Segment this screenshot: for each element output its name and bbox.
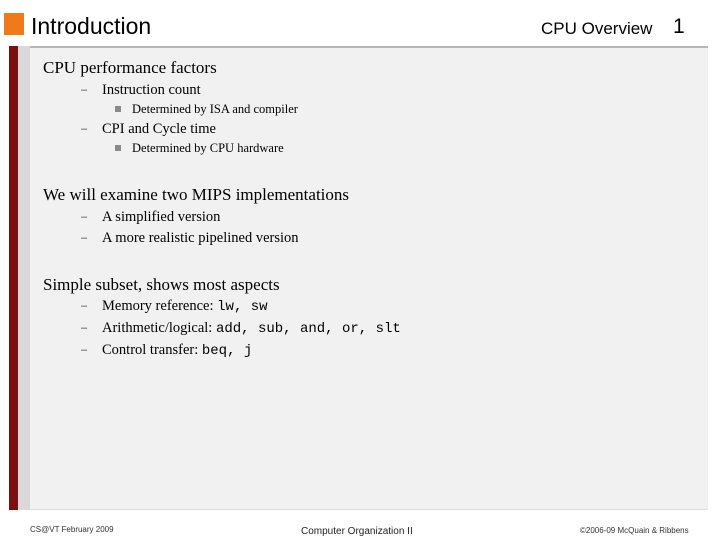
dash-bullet: – bbox=[81, 211, 88, 223]
dash-bullet: – bbox=[81, 344, 88, 356]
list-item bbox=[43, 208, 349, 226]
side-bar-red bbox=[9, 46, 18, 510]
footer-copyright: ©2006-09 McQuain & Ribbens bbox=[580, 526, 689, 535]
section-title: CPU Overview bbox=[541, 19, 653, 38]
section-performance-factors bbox=[43, 58, 298, 156]
dash-bullet: – bbox=[81, 300, 88, 312]
section-heading: CPU performance factors bbox=[43, 58, 217, 77]
dash-bullet: – bbox=[81, 123, 88, 135]
footer-course-date: CS@VT February 2009 bbox=[30, 525, 114, 534]
list-item-text: CPI and Cycle time bbox=[102, 121, 216, 137]
side-bar-gray bbox=[18, 46, 30, 510]
list-item bbox=[43, 341, 401, 360]
sub-list-item-text: Determined by CPU hardware bbox=[132, 141, 284, 155]
list-item-text: Instruction count bbox=[102, 82, 201, 98]
dash-bullet: – bbox=[81, 232, 88, 244]
page-number: 1 bbox=[673, 15, 685, 38]
list-item-text: A simplified version bbox=[102, 209, 221, 225]
dash-bullet: – bbox=[81, 84, 88, 96]
square-bullet bbox=[115, 106, 121, 112]
list-item bbox=[43, 81, 298, 99]
list-item bbox=[43, 319, 401, 338]
accent-square bbox=[4, 13, 24, 35]
list-item-text: Control transfer: bbox=[102, 342, 202, 358]
sub-list-item-text: Determined by ISA and compiler bbox=[132, 102, 298, 116]
list-item-text: A more realistic pipelined version bbox=[102, 230, 299, 246]
slide-title: Introduction bbox=[31, 13, 152, 39]
instruction-code: add, sub, and, or, slt bbox=[215, 321, 401, 337]
instruction-code: lw, sw bbox=[217, 299, 268, 315]
list-item-text: Arithmetic/logical: bbox=[102, 320, 216, 336]
section-heading: Simple subset, shows most aspects bbox=[43, 275, 280, 294]
section-simple-subset bbox=[43, 275, 401, 360]
square-bullet bbox=[115, 145, 121, 151]
instruction-code: beq, j bbox=[201, 343, 253, 359]
list-item bbox=[43, 297, 401, 316]
bottom-rule bbox=[30, 509, 708, 510]
sub-list-item bbox=[43, 140, 298, 156]
list-item bbox=[43, 229, 349, 247]
sub-list-item bbox=[43, 101, 298, 117]
dash-bullet: – bbox=[81, 322, 88, 334]
section-heading: We will examine two MIPS implementations bbox=[43, 185, 350, 204]
section-mips-implementations bbox=[43, 185, 349, 247]
list-item-text: Memory reference: bbox=[102, 298, 218, 314]
footer-course-name: Computer Organization II bbox=[301, 526, 413, 537]
list-item bbox=[43, 120, 298, 138]
